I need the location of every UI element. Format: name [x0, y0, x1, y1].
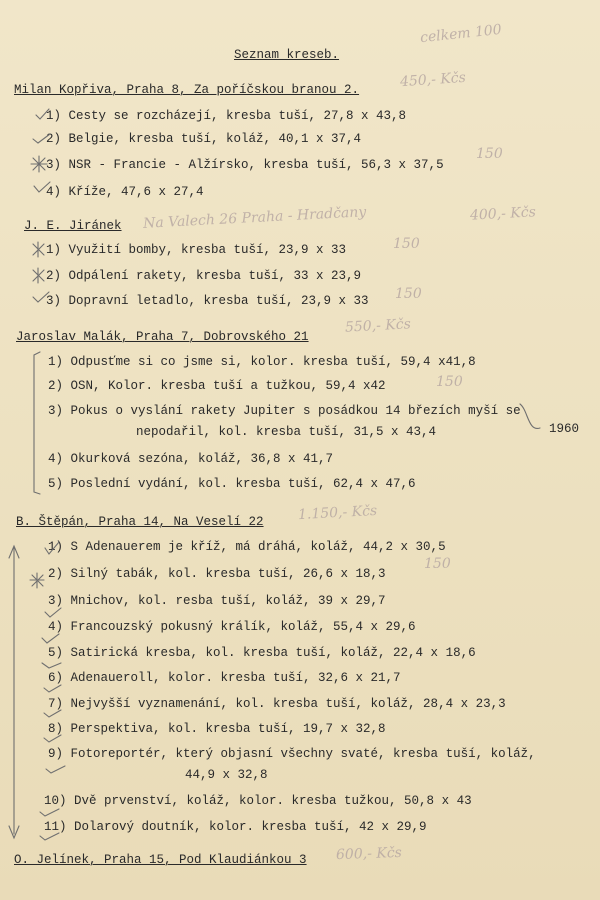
- check-mark-icon: [46, 766, 65, 773]
- list-item: 4) Francouzský pokusný králík, koláž, 55,4 x 29,6: [48, 620, 416, 634]
- item-note: 150: [424, 556, 451, 572]
- corner-handwritten-note: celkem 100: [419, 21, 503, 47]
- check-mark-icon: [45, 608, 61, 617]
- item-note: 150: [395, 286, 422, 302]
- check-mark-icon: [34, 182, 50, 192]
- list-item: 10) Dvě prvenství, koláž, kolor. kresba tužkou, 50,8 x 43: [44, 794, 472, 808]
- list-item: 2) Odpálení rakety, kresba tuší, 33 x 23,9: [46, 269, 362, 283]
- list-item: 1) S Adenauerem je kříž, má dráhá, koláž, 44,2 x 30,5: [48, 540, 446, 554]
- list-item: 11) Dolarový doutník, kolor. kresba tuší, 42 x 29,9: [44, 820, 427, 834]
- list-item: 1) Cesty se rozcházejí, kresba tuší, 27,8 x 43,8: [46, 109, 407, 123]
- item-note: 150: [476, 146, 503, 162]
- bracket-mark-icon: [520, 404, 540, 428]
- price-note-stepan: 1.150,- Kčs: [297, 502, 378, 524]
- list-item: 2) Belgie, kresba tuší, koláž, 40,1 x 37,4: [46, 132, 362, 146]
- item-note: 150: [393, 236, 420, 252]
- list-item-continuation: nepodařil, kol. kresba tuší, 31,5 x 43,4: [136, 425, 437, 439]
- list-item-continuation: 44,9 x 32,8: [185, 768, 268, 782]
- price-note-jiranek: 400,- Kčs: [469, 204, 537, 224]
- list-item: 3) Dopravní letadlo, kresba tuší, 23,9 x 33: [46, 294, 369, 308]
- star-mark-icon: [31, 156, 47, 172]
- star-mark-icon: [33, 242, 44, 257]
- list-item: 3) Pokus o vyslání rakety Jupiter s posádkou 14 březích myší se: [48, 404, 521, 418]
- section-author-jelinek: O. Jelínek, Praha 15, Pod Klaudiánkou 3: [14, 853, 307, 867]
- section-author-stepan: B. Štěpán, Praha 14, Na Veselí 22: [16, 515, 264, 529]
- item-note: 150: [436, 374, 463, 390]
- list-item: 2) OSN, Kolor. kresba tuší a tužkou, 59,4 x42: [48, 379, 386, 393]
- document-title: Seznam kreseb.: [234, 48, 340, 62]
- check-mark-icon: [36, 109, 49, 119]
- list-item: 8) Perspektiva, kol. kresba tuší, 19,7 x 32,8: [48, 722, 386, 736]
- list-item: 1) Využití bomby, kresba tuší, 23,9 x 33: [46, 243, 347, 257]
- list-item: 6) Adenaueroll, kolor. kresba tuší, 32,6 x 21,7: [48, 671, 401, 685]
- check-mark-icon: [44, 735, 61, 742]
- price-note-malak: 550,- Kčs: [344, 316, 412, 336]
- list-item: 3) Mnichov, kol. resba tuší, koláž, 39 x 29,7: [48, 594, 386, 608]
- list-item: 9) Fotoreportér, který objasní všechny svaté, kresba tuší, koláž,: [48, 747, 536, 761]
- list-item: 3) NSR - Francie - Alžírsko, kresba tuší, 56,3 x 37,5: [46, 158, 444, 172]
- list-item: 4) Okurková sezóna, koláž, 36,8 x 41,7: [48, 452, 334, 466]
- check-mark-icon: [33, 134, 50, 143]
- list-item: 2) Silný tabák, kol. kresba tuší, 26,6 x 18,3: [48, 567, 386, 581]
- check-mark-icon: [42, 663, 61, 668]
- check-mark-icon: [40, 833, 59, 840]
- check-mark-icon: [42, 634, 59, 643]
- list-item: 5) Satirická kresba, kol. kresba tuší, koláž, 22,4 x 18,6: [48, 646, 476, 660]
- list-item: 4) Kříže, 47,6 x 27,4: [46, 185, 204, 199]
- check-mark-icon: [44, 685, 61, 692]
- price-note-kopriva: 450,- Kčs: [399, 69, 467, 91]
- bracket-mark-icon: [34, 352, 40, 494]
- star-mark-icon: [33, 268, 44, 283]
- check-mark-icon: [45, 542, 59, 554]
- star-mark-icon: [30, 573, 44, 588]
- bracket-year-note: 1960: [549, 422, 580, 436]
- check-mark-icon: [40, 809, 59, 816]
- list-item: 5) Poslední vydání, kol. kresba tuší, 62,4 x 47,6: [48, 477, 416, 491]
- price-note-jelinek: 600,- Kčs: [335, 844, 403, 864]
- section-author-kopriva: Milan Kopřiva, Praha 8, Za poříčskou branou 2.: [14, 83, 360, 97]
- check-mark-icon: [44, 710, 61, 717]
- address-note-jiranek: Na Valech 26 Praha - Hradčany: [142, 204, 367, 232]
- check-mark-icon: [33, 292, 49, 302]
- section-author-malak: Jaroslav Malák, Praha 7, Dobrovského 21: [16, 330, 309, 344]
- section-author-jiranek: J. E. Jiránek: [24, 219, 122, 233]
- list-item: 1) Odpusťme si co jsme si, kolor. kresba tuší, 59,4 x41,8: [48, 355, 476, 369]
- list-item: 7) Nejvyšší vyznamenání, kol. kresba tuší, koláž, 28,4 x 23,3: [48, 697, 506, 711]
